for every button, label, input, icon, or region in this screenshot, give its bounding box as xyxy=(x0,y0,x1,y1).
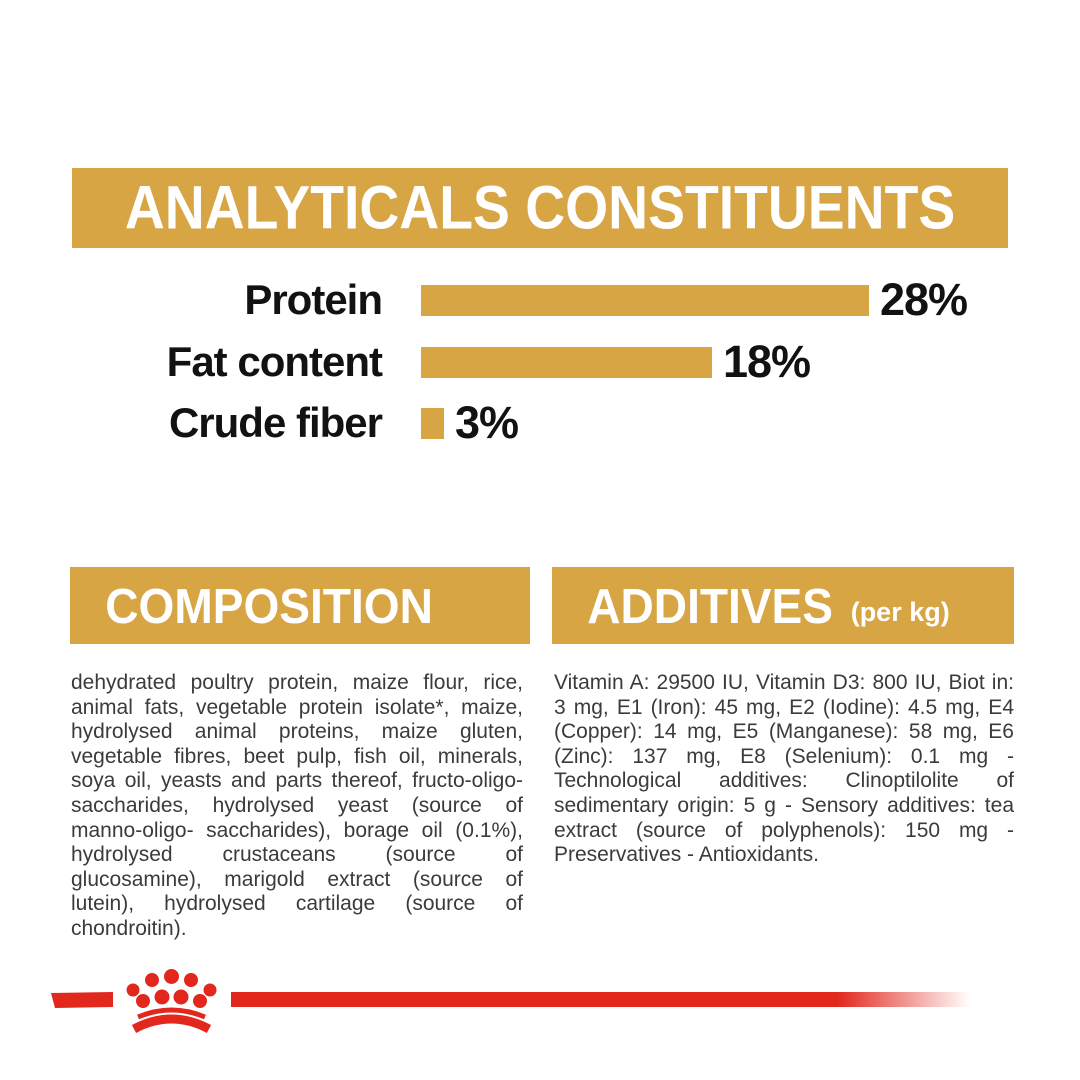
chart-row-protein xyxy=(0,276,1040,324)
protein-bar xyxy=(421,285,869,316)
fat-content-label: Fat content xyxy=(166,338,382,385)
analyticals-banner xyxy=(72,168,1008,248)
composition-header-box xyxy=(70,567,530,644)
fat-content-value: 18% xyxy=(723,336,811,387)
protein-value: 28% xyxy=(880,274,968,325)
additives-subtitle: (per kg) xyxy=(850,597,950,627)
additives-title: ADDITIVES xyxy=(587,577,833,634)
fat-content-bar xyxy=(421,347,712,378)
chart-row-crude-fiber xyxy=(0,399,1040,447)
crude-fiber-value: 3% xyxy=(455,397,519,448)
analyticals-title: ANALYTICALS CONSTITUENTS xyxy=(124,173,956,243)
additives-header-box xyxy=(552,567,1014,644)
composition-title: COMPOSITION xyxy=(105,577,433,634)
composition-text: dehydrated poultry protein, maize flour, rice, animal fats, vegetable protein isolate*, maize, hydrolysed animal proteins, maize gluten, vegetable fibres, beet pulp, fish oil, minerals, soya oil, yeasts and parts thereof, fructo-oligo-saccharides, hydrolysed yeast (source of manno-oligo- saccharides), borage oil (0.1%), hydrolysed crustaceans (source of glucosamine), marigold extract (source of lutein), hydrolysed cartilage (source of chondroitin). xyxy=(71,671,523,940)
protein-label: Protein xyxy=(244,276,382,323)
crude-fiber-label: Crude fiber xyxy=(168,399,382,446)
additives-text: Vitamin A: 29500 IU, Vitamin D3: 800 IU, Biot in: 3 mg, E1 (Iron): 45 mg, E2 (Iodine): 4.5 mg, E4 (Copper): 14 mg, E5 (Manganese): 58 mg, E6 (Zinc): 137 mg, E8 (Selenium): 0.1 mg - Technological additives: Clinoptilolite of sedimentary origin: 5 g - Sensory additives: tea extract (source of polyphenols): 150 mg - Preservatives - Antioxidants. xyxy=(554,671,1014,867)
chart-row-fat-content xyxy=(0,338,1040,386)
royal-canin-crown-logo xyxy=(0,955,1080,1055)
red-line-right xyxy=(231,992,970,1007)
crude-fiber-bar xyxy=(421,408,444,439)
red-line-left xyxy=(51,992,113,1008)
